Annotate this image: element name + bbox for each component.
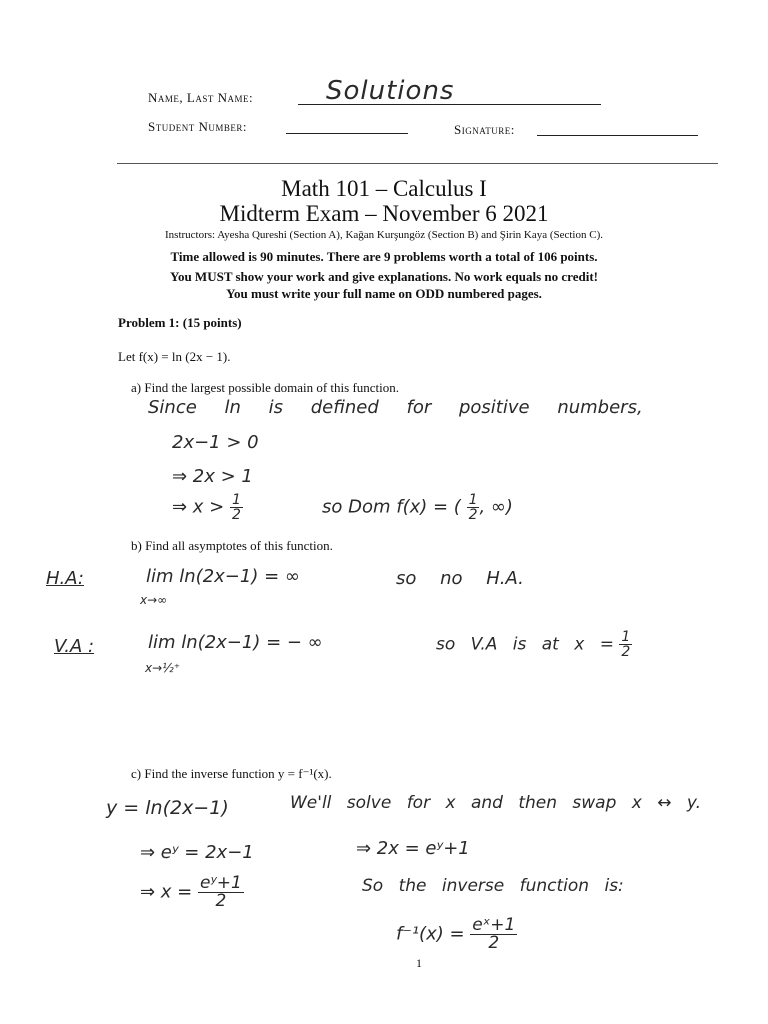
solution-a-line4-left: ⇒ x > — [172, 496, 225, 518]
exam-title-date: Midterm Exam – November 6 2021 — [219, 201, 549, 226]
student-number-field-line[interactable] — [286, 133, 408, 134]
ha-label: H.A: — [46, 568, 84, 589]
part-b-question: b) Find all asymptotes of this function. — [131, 538, 333, 553]
part-c-question: c) Find the inverse function y = f⁻¹(x). — [131, 766, 332, 781]
problem-statement: Let f(x) = ln (2x − 1). — [118, 349, 231, 364]
solution-c-line1-left: y = ln(2x−1) — [106, 797, 229, 819]
solution-c-line1-right: We'll solve for x and then swap x ↔ y. — [290, 793, 702, 813]
ha-result: so no H.A. — [396, 568, 524, 589]
rule-time: Time allowed is 90 minutes. There are 9 problems worth a total of 106 points. — [170, 249, 598, 264]
va-result — [436, 630, 632, 659]
solution-a-line3: ⇒ 2x > 1 — [172, 466, 253, 487]
va-limit: lim ln(2x−1) = − ∞ — [148, 632, 323, 653]
solution-a-line1: Since ln is defined for positive numbers, — [148, 397, 643, 418]
part-a-question: a) Find the largest possible domain of this function. — [131, 380, 400, 395]
solution-a-domain — [322, 493, 513, 522]
instructors: Instructors: Ayesha Qureshi (Section A), Kağan Kurşungöz (Section B) and Şirin Kaya (Section C). — [165, 229, 603, 241]
va-limit-sub: x→½⁺ — [145, 661, 181, 675]
va-fraction: $\frac{1}{2}$ — [621, 629, 631, 660]
name-label: Name, Last Name: — [148, 90, 254, 105]
solution-c-final-left: f⁻¹(x) = — [396, 923, 465, 945]
solution-c-line2-left: ⇒ eʸ = 2x−1 — [140, 842, 254, 863]
solution-a-line4 — [172, 493, 243, 522]
solution-a-domain-left: so Dom f(x) = ( — [322, 496, 461, 518]
solution-a-domain-fraction: $\frac{1}{2}$ — [468, 492, 478, 523]
rule-name: You must write your full name on ODD numbered pages. — [226, 286, 542, 301]
header-divider — [117, 163, 718, 164]
problem-heading: Problem 1: (15 points) — [118, 315, 242, 330]
solution-c-line3-right: So the inverse function is: — [362, 876, 624, 896]
student-number-label: Student Number: — [148, 119, 247, 134]
solution-c-line3-fraction: $\frac{\text{eʸ+1}}{2}$ — [200, 873, 242, 911]
ha-limit: lim ln(2x−1) = ∞ — [146, 566, 300, 587]
solution-a-domain-end: , ∞) — [479, 496, 513, 518]
solution-a-fraction: $\frac{1}{2}$ — [232, 492, 241, 523]
ha-limit-sub: x→∞ — [140, 593, 168, 607]
signature-field-line[interactable] — [537, 135, 698, 136]
rule-work: You MUST show your work and give explanations. No work equals no credit! — [170, 269, 598, 284]
va-label: V.A : — [54, 636, 95, 657]
solution-c-line3-left: ⇒ x = — [140, 881, 193, 903]
exam-title-course: Math 101 – Calculus I — [281, 176, 487, 201]
solution-c-final — [396, 917, 517, 952]
solution-c-line3 — [140, 875, 244, 910]
va-result-text: so V.A is at x = — [436, 634, 614, 655]
solution-c-line2-right: ⇒ 2x = eʸ+1 — [356, 838, 470, 859]
signature-label: Signature: — [454, 122, 515, 137]
page-number: 1 — [416, 956, 422, 970]
name-value: Solutions — [326, 76, 455, 106]
solution-c-final-fraction: $\frac{\text{eˣ+1}}{2}$ — [472, 915, 516, 953]
solution-a-line2: 2x−1 > 0 — [172, 432, 259, 453]
